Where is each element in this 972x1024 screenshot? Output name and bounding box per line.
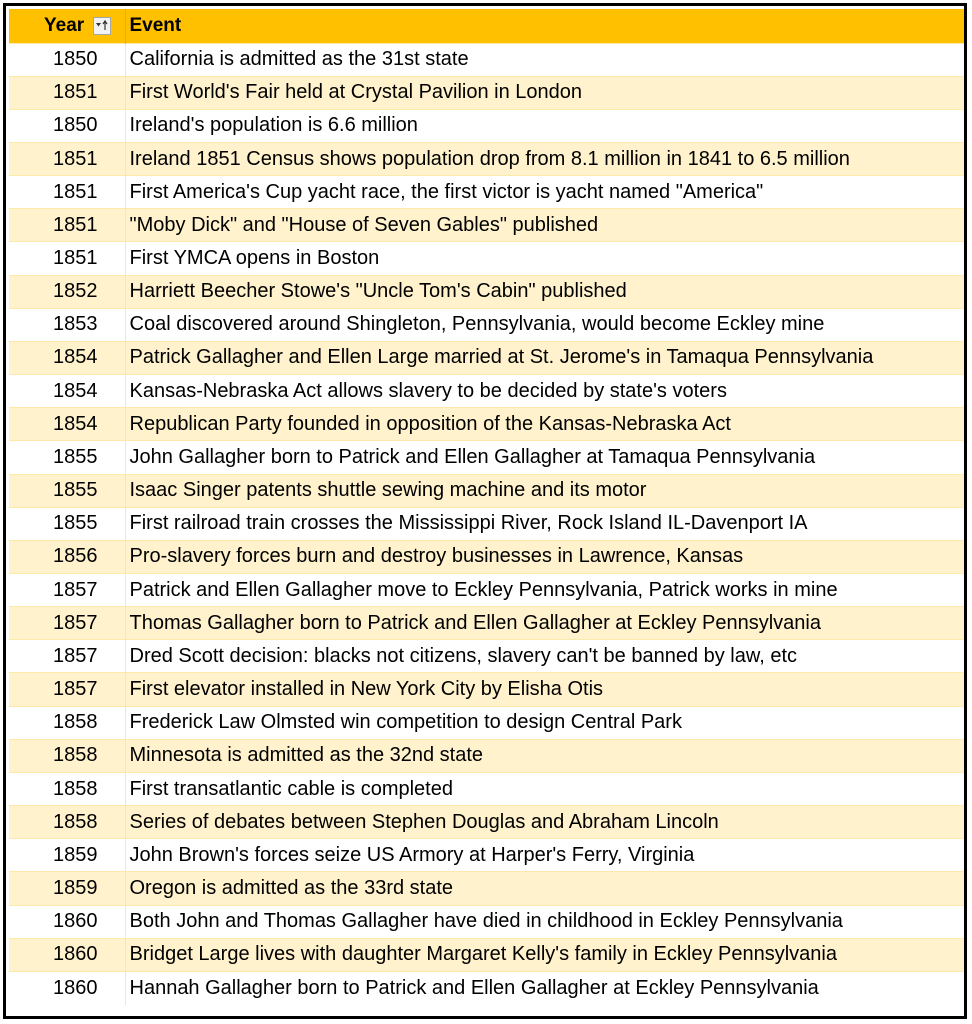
event-cell[interactable]: Minnesota is admitted as the 32nd state — [125, 739, 967, 772]
year-cell[interactable]: 1851 — [9, 176, 125, 209]
table-row[interactable] — [9, 607, 967, 640]
table-row[interactable] — [9, 574, 967, 607]
event-cell[interactable]: Isaac Singer patents shuttle sewing machine and its motor — [125, 474, 967, 507]
event-cell[interactable]: Ireland's population is 6.6 million — [125, 109, 967, 142]
table-row[interactable] — [9, 308, 967, 341]
table-row[interactable] — [9, 971, 967, 1004]
table-row[interactable] — [9, 43, 967, 76]
year-cell[interactable]: 1851 — [9, 76, 125, 109]
event-cell[interactable]: Dred Scott decision: blacks not citizens, slavery can't be banned by law, etc — [125, 640, 967, 673]
event-cell[interactable]: Kansas-Nebraska Act allows slavery to be decided by state's voters — [125, 375, 967, 408]
table-row[interactable] — [9, 375, 967, 408]
table-row[interactable] — [9, 640, 967, 673]
table-row[interactable] — [9, 142, 967, 175]
event-cell[interactable]: Republican Party founded in opposition of the Kansas-Nebraska Act — [125, 408, 967, 441]
timeline-table — [9, 9, 967, 1005]
event-cell[interactable]: California is admitted as the 31st state — [125, 43, 967, 76]
table-row[interactable] — [9, 341, 967, 374]
year-cell[interactable]: 1851 — [9, 142, 125, 175]
year-cell[interactable]: 1854 — [9, 341, 125, 374]
table-row[interactable] — [9, 938, 967, 971]
event-cell[interactable]: "Moby Dick" and "House of Seven Gables" published — [125, 209, 967, 242]
year-column-header[interactable] — [9, 9, 125, 43]
event-cell[interactable]: Pro-slavery forces burn and destroy businesses in Lawrence, Kansas — [125, 540, 967, 573]
year-cell[interactable]: 1858 — [9, 739, 125, 772]
year-cell[interactable]: 1850 — [9, 109, 125, 142]
year-cell[interactable]: 1858 — [9, 772, 125, 805]
year-cell[interactable]: 1856 — [9, 540, 125, 573]
event-cell[interactable]: First World's Fair held at Crystal Pavilion in London — [125, 76, 967, 109]
table-row[interactable] — [9, 109, 967, 142]
table-body — [9, 43, 967, 1005]
year-header-label: Year — [44, 14, 85, 36]
year-cell[interactable]: 1857 — [9, 607, 125, 640]
table-row[interactable] — [9, 905, 967, 938]
event-cell[interactable]: Thomas Gallagher born to Patrick and Ellen Gallagher at Eckley Pennsylvania — [125, 607, 967, 640]
table-row[interactable] — [9, 806, 967, 839]
event-cell[interactable]: First America's Cup yacht race, the first victor is yacht named "America" — [125, 176, 967, 209]
year-cell[interactable]: 1858 — [9, 706, 125, 739]
year-cell[interactable]: 1853 — [9, 308, 125, 341]
table-row[interactable] — [9, 474, 967, 507]
year-cell[interactable]: 1852 — [9, 275, 125, 308]
header-row — [9, 9, 967, 43]
table-row[interactable] — [9, 839, 967, 872]
event-cell[interactable]: Bridget Large lives with daughter Margaret Kelly's family in Eckley Pennsylvania — [125, 938, 967, 971]
year-cell[interactable]: 1857 — [9, 640, 125, 673]
event-cell[interactable]: First transatlantic cable is completed — [125, 772, 967, 805]
spreadsheet-table-area — [9, 9, 967, 1005]
year-cell[interactable]: 1860 — [9, 938, 125, 971]
event-cell[interactable]: Ireland 1851 Census shows population drop from 8.1 million in 1841 to 6.5 million — [125, 142, 967, 175]
table-row[interactable] — [9, 872, 967, 905]
table-row[interactable] — [9, 209, 967, 242]
event-cell[interactable]: Hannah Gallagher born to Patrick and Ellen Gallagher at Eckley Pennsylvania — [125, 971, 967, 1004]
event-cell[interactable]: Frederick Law Olmsted win competition to design Central Park — [125, 706, 967, 739]
table-row[interactable] — [9, 772, 967, 805]
year-cell[interactable]: 1855 — [9, 474, 125, 507]
event-cell[interactable]: Both John and Thomas Gallagher have died in childhood in Eckley Pennsylvania — [125, 905, 967, 938]
year-cell[interactable]: 1857 — [9, 673, 125, 706]
table-row[interactable] — [9, 176, 967, 209]
year-cell[interactable]: 1851 — [9, 209, 125, 242]
year-cell[interactable]: 1860 — [9, 971, 125, 1004]
event-cell[interactable]: Series of debates between Stephen Douglas and Abraham Lincoln — [125, 806, 967, 839]
table-row[interactable] — [9, 739, 967, 772]
table-row[interactable] — [9, 706, 967, 739]
table-row[interactable] — [9, 275, 967, 308]
table-row[interactable] — [9, 673, 967, 706]
year-cell[interactable]: 1854 — [9, 375, 125, 408]
spreadsheet-frame — [3, 3, 967, 1019]
year-cell[interactable]: 1859 — [9, 872, 125, 905]
year-cell[interactable]: 1859 — [9, 839, 125, 872]
table-row[interactable] — [9, 76, 967, 109]
year-cell[interactable]: 1855 — [9, 441, 125, 474]
event-cell[interactable]: Patrick Gallagher and Ellen Large married at St. Jerome's in Tamaqua Pennsylvania — [125, 341, 967, 374]
event-cell[interactable]: John Gallagher born to Patrick and Ellen Gallagher at Tamaqua Pennsylvania — [125, 441, 967, 474]
year-cell[interactable]: 1855 — [9, 507, 125, 540]
event-cell[interactable]: Harriett Beecher Stowe's "Uncle Tom's Cabin" published — [125, 275, 967, 308]
event-cell[interactable]: First YMCA opens in Boston — [125, 242, 967, 275]
event-cell[interactable]: John Brown's forces seize US Armory at Harper's Ferry, Virginia — [125, 839, 967, 872]
year-cell[interactable]: 1857 — [9, 574, 125, 607]
table-row[interactable] — [9, 408, 967, 441]
year-cell[interactable]: 1858 — [9, 806, 125, 839]
year-cell[interactable]: 1860 — [9, 905, 125, 938]
table-row[interactable] — [9, 441, 967, 474]
event-cell[interactable]: Patrick and Ellen Gallagher move to Eckley Pennsylvania, Patrick works in mine — [125, 574, 967, 607]
year-cell[interactable]: 1854 — [9, 408, 125, 441]
year-cell[interactable]: 1850 — [9, 43, 125, 76]
event-column-header[interactable]: Event — [125, 9, 967, 43]
event-cell[interactable]: First railroad train crosses the Mississippi River, Rock Island IL-Davenport IA — [125, 507, 967, 540]
table-row[interactable] — [9, 242, 967, 275]
sort-filter-icon[interactable] — [93, 17, 111, 35]
event-cell[interactable]: Oregon is admitted as the 33rd state — [125, 872, 967, 905]
table-row[interactable] — [9, 540, 967, 573]
year-cell[interactable]: 1851 — [9, 242, 125, 275]
event-cell[interactable]: Coal discovered around Shingleton, Pennsylvania, would become Eckley mine — [125, 308, 967, 341]
event-cell[interactable]: First elevator installed in New York City by Elisha Otis — [125, 673, 967, 706]
table-row[interactable] — [9, 507, 967, 540]
